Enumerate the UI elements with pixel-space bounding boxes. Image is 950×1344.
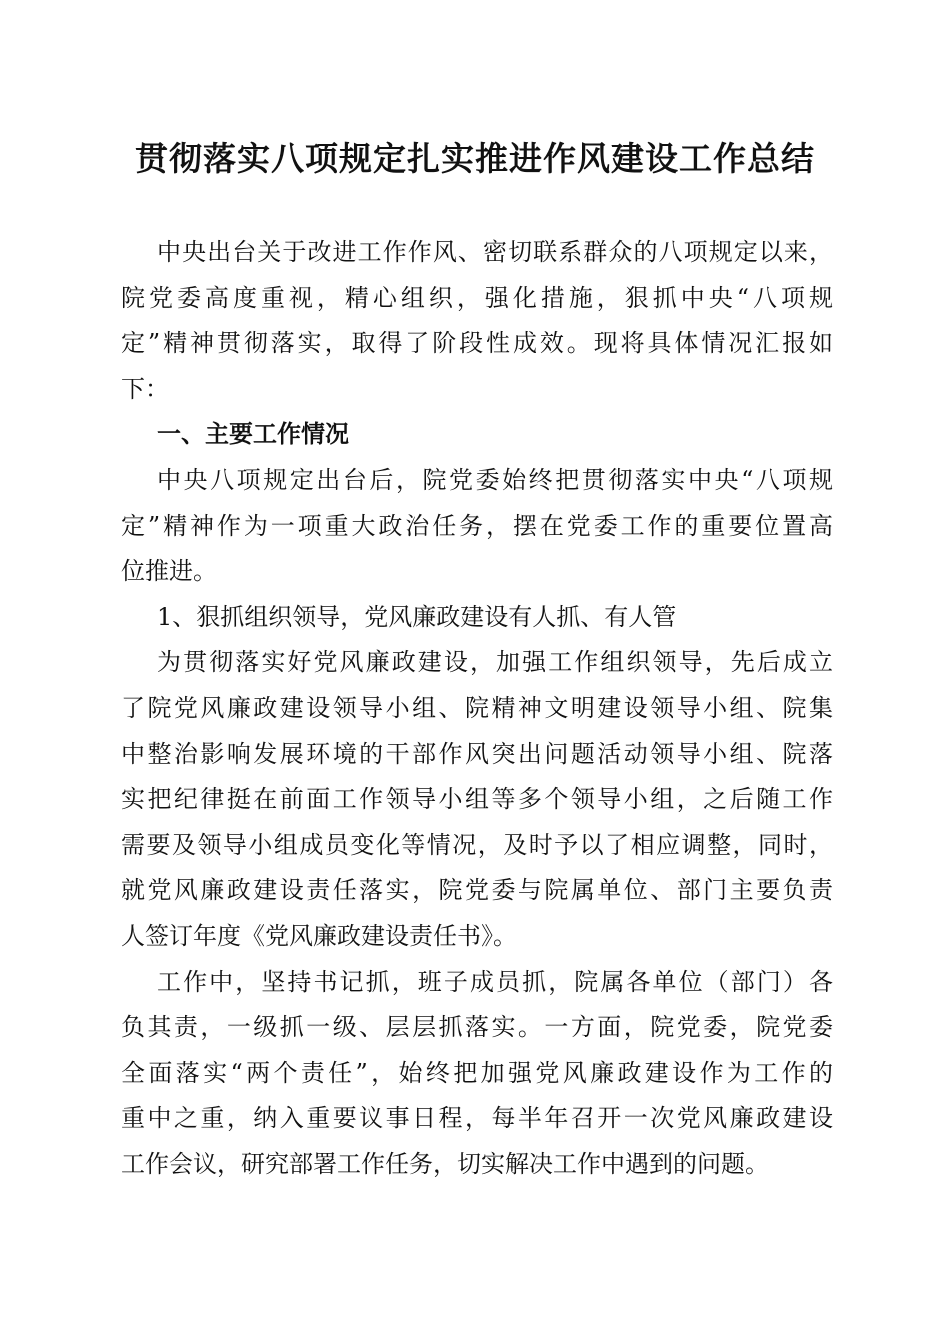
text-line: 全面落实“两个责任”，始终把加强党风廉政建设作为工作的 xyxy=(121,1058,833,1087)
paragraph xyxy=(121,640,833,959)
paragraph-intro xyxy=(121,230,833,412)
text-line: 中央八项规定出台后，院党委始终把贯彻落实中央“八项规 xyxy=(157,465,833,494)
text-line: 人签订年度《党风廉政建设责任书》。 xyxy=(121,921,517,950)
text-line: 需要及领导小组成员变化等情况，及时予以了相应调整，同时， xyxy=(121,830,833,859)
subsection-heading xyxy=(121,595,833,641)
text-line: 工作中，坚持书记抓，班子成员抓，院属各单位（部门）各 xyxy=(157,967,833,996)
text-line: 中央出台关于改进工作作风、密切联系群众的八项规定以来， xyxy=(157,238,833,266)
text-line: 重中之重，纳入重要议事日程，每半年召开一次党风廉政建设 xyxy=(121,1104,833,1133)
text-line: 下： xyxy=(121,374,169,403)
subheading-text: 1、狠抓组织领导，党风廉政建设有人抓、有人管 xyxy=(157,602,677,631)
text-line: 中整治影响发展环境的干部作风突出问题活动领导小组、院落 xyxy=(121,739,833,768)
text-line: 院党委高度重视，精心组织，强化措施，狠抓中央“八项规 xyxy=(121,283,833,312)
text-line: 了院党风廉政建设领导小组、院精神文明建设领导小组、院集 xyxy=(121,693,833,722)
heading-text: 一、主要工作情况 xyxy=(157,420,349,449)
text-line: 定”精神作为一项重大政治任务，摆在党委工作的重要位置高 xyxy=(121,511,833,540)
text-line: 负其责，一级抓一级、层层抓落实。一方面，院党委，院党委 xyxy=(121,1013,833,1042)
text-line: 实把纪律挺在前面工作领导小组等多个领导小组，之后随工作 xyxy=(121,785,833,814)
text-line: 定”精神贯彻落实，取得了阶段性成效。现将具体情况汇报如 xyxy=(121,329,833,358)
text-line: 为贯彻落实好党风廉政建设，加强工作组织领导，先后成立 xyxy=(157,648,833,677)
text-line: 就党风廉政建设责任落实，院党委与院属单位、部门主要负责 xyxy=(121,876,833,905)
paragraph xyxy=(121,458,833,595)
text-line: 工作会议，研究部署工作任务，切实解决工作中遇到的问题。 xyxy=(121,1149,769,1178)
text-line: 位推进。 xyxy=(121,557,217,586)
section-heading xyxy=(121,412,833,458)
document-title: 贯彻落实八项规定扎实推进作风建设工作总结 xyxy=(135,139,815,178)
document-body xyxy=(121,230,833,1187)
paragraph xyxy=(121,960,833,1188)
